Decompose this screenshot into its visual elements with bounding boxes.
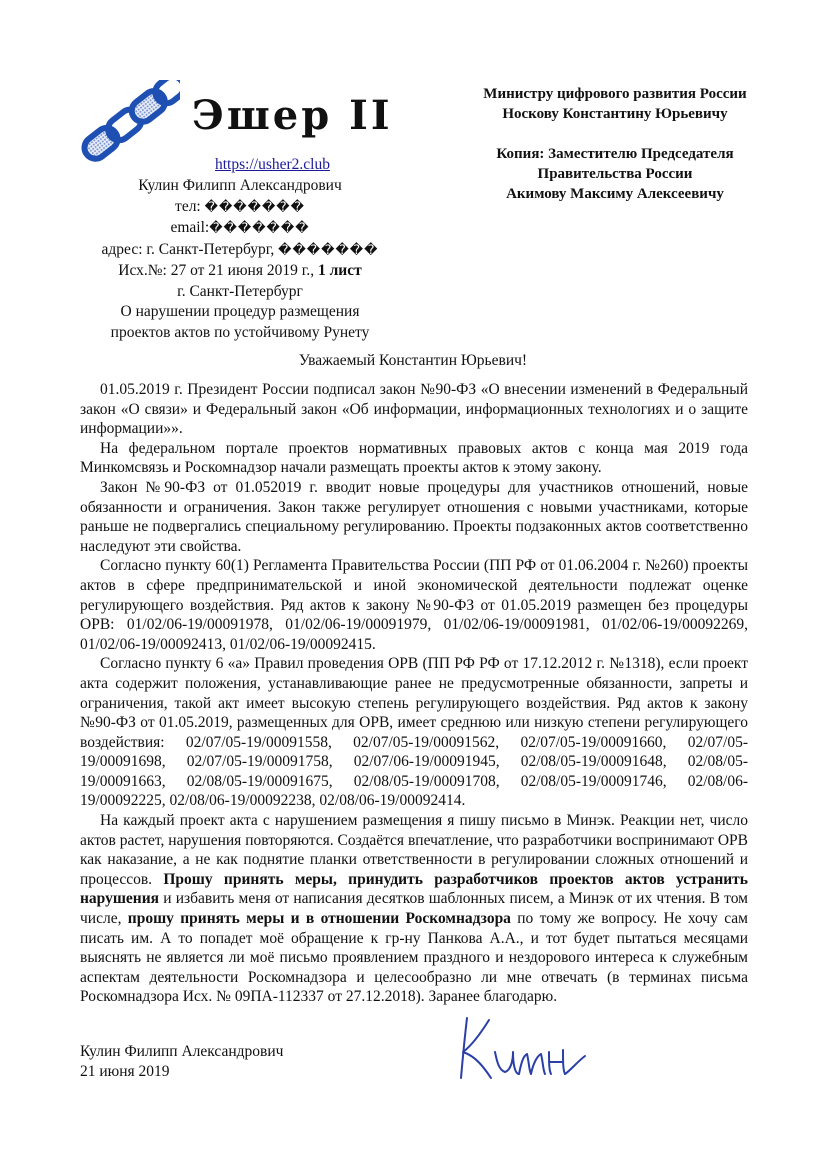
handwritten-signature [445, 1000, 595, 1090]
site-link[interactable]: https://usher2.club [215, 156, 330, 173]
sender-block [60, 176, 420, 343]
signer-name: Кулин Филипп Александрович [80, 1043, 284, 1060]
paragraph-5: Согласно пункту 6 «а» Правил проведения ОРВ (ПП РФ РФ от 17.12.2012 г. №1318), если проект акта содержит положения, устанавливающие ранее не предусмотренные обязанности, запреты и ограничения, такой акт имеет высокую степень регулирующего воздействия. Ряд актов к закону №90-ФЗ от 01.05.2019, размещенных для ОРВ, имеет среднюю или низкую степени регулирующего воздействия: 02/07/05-19/00091558, 02/07/05-19/00091562, 02/07/05-19/00091660, 02/07/05-19/00091698, 02/07/05-19/00091758, 02/07/06-19/00091945, 02/08/05-19/00091648, 02/08/05-19/00091663, 02/08/05-19/00091675, 02/08/05-19/00091708, 02/08/05-19/00091746, 02/08/06-19/00092225, 02/08/06-19/00092238, 02/08/06-19/00092414. [80, 655, 748, 810]
address-label: адрес: г. Санкт-Петербург, [101, 240, 275, 258]
subject-line-2: проектов актов по устойчивому Рунету [110, 323, 370, 341]
paragraph-6-part-a: На каждый проект акта с нарушением размещения я пишу письмо в Минэк. Реакции нет, число актов растет, нарушения повторяются. Создаётся впечатление, что разработчики воспринимают ОРВ как наказание, а не как поднятие планки ответственности в регулировании сложных отношений и процессов. [80, 812, 748, 888]
paragraph-6-request-2: прошу принять меры и в отношении Роскомнадзора [127, 910, 511, 928]
logo-title: Эшер II [192, 92, 393, 139]
subject-line-1: О нарушении процедур размещения [120, 303, 360, 320]
sender-name: Кулин Филипп Александрович [138, 177, 342, 194]
phone-label: тел: [175, 197, 201, 215]
copy-line-2: Правительства России [537, 166, 693, 182]
sender-city: г. Санкт-Петербург [177, 282, 303, 300]
paragraph-6-part-e: по тому же вопросу. Не хочу сам писать им. А то попадет моё обращение к гр-ну Панкова А.А., и тот будет пытаться месяцами выяснять не является ли моё письмо проявлением праздного и нездорового интереса к служебным аспектам деятельности Роскомнадзора и целесообразно ли мне отвечать (в терминах письма Роскомнадзора Исх. № 09ПА-112337 от 27.12.2018). Заранее благодарю. [80, 910, 748, 1006]
sender-email [60, 218, 420, 240]
sender-address [60, 240, 420, 262]
copy-line-1: Копия: Заместителю Председателя [496, 146, 734, 162]
email-value: ������� [209, 221, 310, 236]
salutation: Уважаемый Константин Юрьевич! [298, 352, 528, 369]
address-value: ������� [278, 242, 379, 258]
paragraph-1: 01.05.2019 г. Президент России подписал закон №90-ФЗ «О внесении изменений в Федеральный закон «О связи» и Федеральный закон «Об информации, информационных технологиях и о защите информации»». [80, 381, 748, 438]
reference-text: Исх.№: 27 от 21 июня 2019 г., [118, 262, 315, 279]
recipient-line-1: Министру цифрового развития России [483, 86, 747, 102]
signature-date: 21 июня 2019 [80, 1063, 170, 1080]
paragraph-6-request-1: Прошу принять меры, принудить разработчиков проектов актов устранить нарушения [80, 870, 748, 908]
sender-phone [60, 197, 420, 219]
recipient-block [430, 84, 800, 204]
letter-body [80, 380, 748, 1007]
paragraph-3: Закон №90-ФЗ от 01.052019 г. вводит новые процедуры для участников отношений, новые обязанности и ограничения. Закон также регулирует отношения с новыми участниками, которые раньше не подвергались специальному регулированию. Проекты подзаконных актов соответственно наследуют эти свойства. [80, 478, 748, 555]
paragraph-6 [80, 811, 748, 1007]
chain-link-logo [80, 80, 180, 164]
recipient-line-2: Носкову Константину Юрьевичу [502, 106, 728, 122]
paragraph-6-part-c: и избавить меня от написания десятков шаблонных писем, а Минэк от их чтения. В том числе, [80, 890, 748, 928]
email-label: email: [170, 219, 210, 236]
outgoing-reference [60, 261, 420, 282]
phone-value: ������� [204, 199, 305, 215]
paragraph-2: На федеральном портале проектов нормативных правовых актов с конца мая 2019 года Минкомсвязь и Роскомнадзор начали размещать проекты актов к этому закону. [80, 439, 748, 477]
paragraph-4: Согласно пункту 60(1) Регламента Правительства России (ПП РФ от 01.06.2004 г. №260) проекты актов в сфере предпринимательской и иной экономической деятельности подлежат оценке регулирующего воздействия. Ряд актов к закону №90-ФЗ от 01.05.2019 размещен без процедуры ОРВ: 01/02/06-19/00091978, 01/02/06-19/00091979, 01/02/06-19/00091981, 01/02/06-19/00092269, 01/02/06-19/00092413, 01/02/06-19/00092415. [80, 557, 748, 653]
copy-line-3: Акимову Максиму Алексеевичу [506, 186, 724, 202]
signature-block [80, 1042, 283, 1082]
reference-sheets: 1 лист [317, 262, 362, 279]
